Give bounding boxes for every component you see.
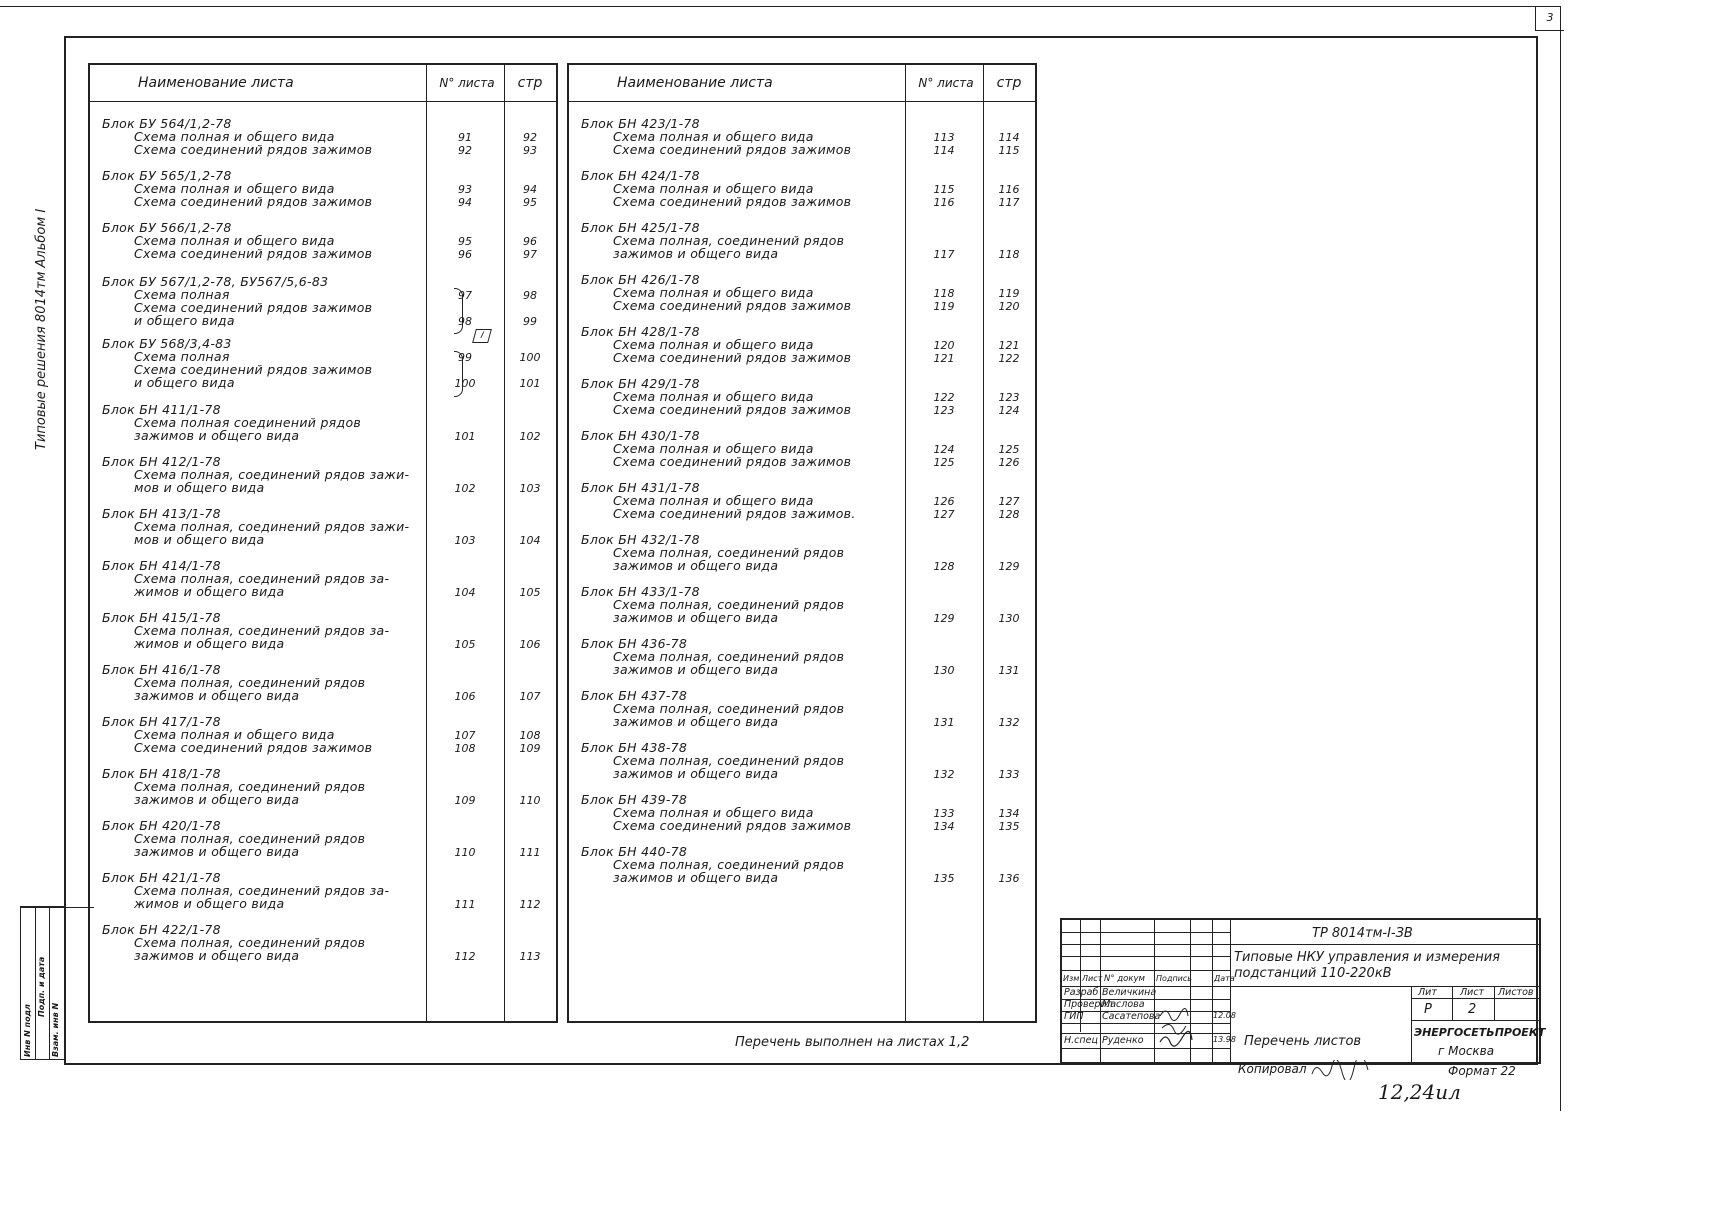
page-number: 123 xyxy=(998,391,1020,404)
sheet-number: 95 xyxy=(458,235,472,248)
page-number: 103 xyxy=(519,482,541,495)
block-title: Блок БУ 565/1,2-78 xyxy=(102,168,232,183)
sheet-number: 110 xyxy=(454,846,476,859)
drawing-name: Схема полная, соединений рядов xyxy=(134,831,366,846)
sheet-number: 132 xyxy=(933,768,955,781)
list-item xyxy=(102,871,389,910)
header-sheet-no: N° листа xyxy=(918,76,974,90)
list-item xyxy=(102,169,372,208)
sheet-number: 126 xyxy=(933,495,955,508)
page-number: 116 xyxy=(998,183,1020,196)
sheet-number: 120 xyxy=(933,339,955,352)
block-title: Блок БН 430/1-78 xyxy=(581,428,700,443)
handwritten-number: 12,24ил xyxy=(1378,1080,1461,1104)
header-page: стр xyxy=(996,75,1022,91)
drawing-name: Схема полная и общего вида xyxy=(613,805,814,820)
drawing-name: зажимов и общего вида xyxy=(613,558,779,573)
drawing-name: и общего вида xyxy=(134,313,235,328)
sheet-number: 121 xyxy=(933,352,955,365)
page-number: 109 xyxy=(519,742,541,755)
block-title: Блок БН 432/1-78 xyxy=(581,532,700,547)
role-2: ГИП xyxy=(1064,1011,1084,1022)
role-3-name: Руденко xyxy=(1102,1035,1144,1046)
brace-99-100 xyxy=(454,351,463,397)
sheet-number: 117 xyxy=(933,248,955,261)
page-number: 132 xyxy=(998,716,1020,729)
sheet-number: 118 xyxy=(933,287,955,300)
project-line2: подстанций 110-220кВ xyxy=(1234,966,1392,981)
sheet-number: 97 xyxy=(458,289,472,302)
list-item xyxy=(581,377,851,416)
list-item xyxy=(102,507,409,546)
list-item xyxy=(581,845,844,884)
drawing-name: Схема полная, соединений рядов xyxy=(134,935,366,950)
role-3: Н.спец xyxy=(1064,1035,1098,1046)
drawing-name: Схема полная и общего вида xyxy=(134,181,335,196)
block-title: Блок БУ 564/1,2-78 xyxy=(102,116,232,131)
sheet-number: 99 xyxy=(458,351,472,364)
signature-marks xyxy=(1156,998,1212,1048)
drawing-name: Схема соединений рядов зажимов xyxy=(134,194,373,209)
page-number: 114 xyxy=(998,131,1020,144)
list-item xyxy=(102,221,372,260)
page-number: 106 xyxy=(519,638,541,651)
list-item xyxy=(102,767,365,806)
page-number: 129 xyxy=(998,560,1020,573)
list-item xyxy=(581,793,851,832)
header-sheet-no: N° листа xyxy=(439,76,495,90)
col-izm: Изм xyxy=(1063,974,1080,983)
block-title: Блок БН 424/1-78 xyxy=(581,168,700,183)
drawing-name: зажимов и общего вида xyxy=(613,766,779,781)
page-number: 98 xyxy=(523,289,537,302)
drawing-name: жимов и общего вида xyxy=(134,584,285,599)
drawing-name: Схема соединений рядов зажимов xyxy=(134,300,373,315)
page-number: 94 xyxy=(523,183,537,196)
drawing-name: зажимов и общего вида xyxy=(613,870,779,885)
spine-title xyxy=(34,150,52,450)
sheet-number: 135 xyxy=(933,872,955,885)
title-block xyxy=(1060,918,1546,1064)
sheet-number: 125 xyxy=(933,456,955,469)
sheet-number: 111 xyxy=(454,898,476,911)
block-title: Блок БН 423/1-78 xyxy=(581,116,700,131)
block-title: Блок БН 440-78 xyxy=(581,844,688,859)
page-number: 96 xyxy=(523,235,537,248)
doc-title: Перечень листов xyxy=(1244,1034,1362,1049)
drawing-name: Схема полная, соединений рядов xyxy=(134,779,366,794)
drawing-name: зажимов и общего вида xyxy=(134,792,300,807)
block-title: Блок БУ 568/3,4-83 xyxy=(102,336,232,351)
sheet-number: 119 xyxy=(933,300,955,313)
sheet-number: 124 xyxy=(933,443,955,456)
page-number: 121 xyxy=(998,339,1020,352)
page-number: 125 xyxy=(998,443,1020,456)
footer-note: Перечень выполнен на листах 1,2 xyxy=(735,1035,970,1050)
page-number: 113 xyxy=(519,950,541,963)
list-item xyxy=(102,117,372,156)
sheet-number: 112 xyxy=(454,950,476,963)
drawing-name: зажимов и общего вида xyxy=(134,844,300,859)
drawing-name: Схема полная, соединений рядов за- xyxy=(134,883,390,898)
drawing-name: зажимов и общего вида xyxy=(134,948,300,963)
sheet-number: 115 xyxy=(933,183,955,196)
list-item xyxy=(102,819,365,858)
drawing-name: Схема соединений рядов зажимов xyxy=(613,142,852,157)
list-item xyxy=(102,455,409,494)
drawing-name: Схема полная и общего вида xyxy=(613,389,814,404)
drawing-name: зажимов и общего вида xyxy=(134,428,300,443)
role-0-name: Величкина xyxy=(1102,987,1157,998)
block-title: Блок БН 433/1-78 xyxy=(581,584,700,599)
sheets-label: Листов xyxy=(1498,987,1534,998)
drawing-name: Схема соединений рядов зажимов xyxy=(613,350,852,365)
col-date: Дата xyxy=(1214,974,1235,983)
drawing-name: Схема соединений рядов зажимов xyxy=(134,362,373,377)
page-number: 117 xyxy=(998,196,1020,209)
page-number: 92 xyxy=(523,131,537,144)
list-item xyxy=(581,481,856,520)
sheet-number: 103 xyxy=(454,534,476,547)
list-item xyxy=(581,741,844,780)
sheet-number: 105 xyxy=(454,638,476,651)
drawing-name: Схема полная, соединений рядов xyxy=(613,597,845,612)
stamp-label-sign: Подп. и дата xyxy=(37,956,46,1017)
list-item xyxy=(581,325,851,364)
block-title: Блок БН 437-78 xyxy=(581,688,688,703)
list-item xyxy=(581,637,844,676)
block-title: Блок БУ 567/1,2-78, БУ567/5,6-83 xyxy=(102,274,329,289)
block-title: Блок БН 413/1-78 xyxy=(102,506,221,521)
page-number: 95 xyxy=(523,196,537,209)
drawing-name: Схема полная, соединений рядов зажи- xyxy=(134,467,410,482)
block-title: Блок БН 429/1-78 xyxy=(581,376,700,391)
sheet-number: 114 xyxy=(933,144,955,157)
org-name: ЭНЕРГОСЕТЬПРОЕКТ xyxy=(1414,1026,1546,1039)
drawing-name: Схема полная, соединений рядов xyxy=(613,545,845,560)
block-title: Блок БН 436-78 xyxy=(581,636,688,651)
list-item xyxy=(102,559,389,598)
sheet-number: 133 xyxy=(933,807,955,820)
drawing-name: жимов и общего вида xyxy=(134,896,285,911)
drawing-name: Схема полная, соединений рядов за- xyxy=(134,623,390,638)
copied-label: Копировал xyxy=(1238,1062,1307,1076)
drawing-name: Схема полная и общего вида xyxy=(613,493,814,508)
block-title: Блок БН 426/1-78 xyxy=(581,272,700,287)
role-1-name: Маслова xyxy=(1102,999,1145,1010)
header-name: Наименование листа xyxy=(138,75,294,91)
sheet-number: 116 xyxy=(933,196,955,209)
col-list: Лист xyxy=(1082,974,1103,983)
drawing-name: Схема полная и общего вида xyxy=(613,441,814,456)
doc-code: ТР 8014тм-I-ЗВ xyxy=(1312,926,1413,941)
block-title: Блок БН 417/1-78 xyxy=(102,714,221,729)
role-2-date: 12.08 xyxy=(1213,1011,1236,1020)
page-number: 111 xyxy=(519,846,541,859)
drawing-name: Схема соединений рядов зажимов xyxy=(134,246,373,261)
role-1: Проверил xyxy=(1064,999,1113,1010)
drawing-name: Схема полная и общего вида xyxy=(613,129,814,144)
page-number: 134 xyxy=(998,807,1020,820)
drawing-name: жимов и общего вида xyxy=(134,636,285,651)
drawing-name: Схема соединений рядов зажимов xyxy=(613,818,852,833)
drawing-name: зажимов и общего вида xyxy=(613,246,779,261)
sheet-number: 131 xyxy=(933,716,955,729)
drawing-name: Схема полная, соединений рядов зажи- xyxy=(134,519,410,534)
page-number: 135 xyxy=(998,820,1020,833)
drawing-name: Схема полная, соединений рядов xyxy=(613,649,845,664)
page-number: 127 xyxy=(998,495,1020,508)
copied-signature xyxy=(1308,1060,1378,1080)
list-item xyxy=(581,117,851,156)
sheet-value: 2 xyxy=(1468,1002,1477,1017)
page-number: 136 xyxy=(998,872,1020,885)
drawing-name: и общего вида xyxy=(134,375,235,390)
header-name: Наименование листа xyxy=(617,75,773,91)
sheet-number: 109 xyxy=(454,794,476,807)
page-number: 99 xyxy=(523,315,537,328)
drawing-name: Схема полная, соединений рядов xyxy=(613,857,845,872)
sheet-number: 96 xyxy=(458,248,472,261)
list-item xyxy=(102,715,372,754)
page-number: 126 xyxy=(998,456,1020,469)
stage-value: Р xyxy=(1424,1002,1432,1017)
block-title: Блок БН 425/1-78 xyxy=(581,220,700,235)
sheet-number: 122 xyxy=(933,391,955,404)
project-line1: Типовые НКУ управления и измерения xyxy=(1234,950,1501,965)
sheet-number: 104 xyxy=(454,586,476,599)
drawing-name: Схема соединений рядов зажимов xyxy=(613,402,852,417)
drawing-name: зажимов и общего вида xyxy=(134,688,300,703)
sheet-number: 100 xyxy=(454,377,476,390)
list-item xyxy=(581,689,844,728)
page-number: 122 xyxy=(998,352,1020,365)
sheet-number: 113 xyxy=(933,131,955,144)
role-0: Разраб xyxy=(1064,987,1099,998)
drawing-name: Схема полная, соединений рядов xyxy=(134,675,366,690)
drawing-name: Схема соединений рядов зажимов xyxy=(613,454,852,469)
drawing-name: мов и общего вида xyxy=(134,532,265,547)
list-item xyxy=(581,533,844,572)
list-item xyxy=(102,611,389,650)
sheet-number: 127 xyxy=(933,508,955,521)
org-city: г Москва xyxy=(1438,1044,1495,1058)
page-number: 97 xyxy=(523,248,537,261)
drawing-name: Схема полная и общего вида xyxy=(613,285,814,300)
sheet-number: 130 xyxy=(933,664,955,677)
sheet-number: 123 xyxy=(933,404,955,417)
list-item xyxy=(102,923,365,962)
drawing-name: Схема соединений рядов зажимов xyxy=(613,298,852,313)
drawing-name: Схема соединений рядов зажимов xyxy=(134,142,373,157)
block-title: Блок БН 414/1-78 xyxy=(102,558,221,573)
col-doc: N° докум xyxy=(1104,974,1145,984)
page-number: 107 xyxy=(519,690,541,703)
page-number: 131 xyxy=(998,664,1020,677)
sheet-number: 102 xyxy=(454,482,476,495)
block-title: Блок БУ 566/1,2-78 xyxy=(102,220,232,235)
format-label: Формат 22 xyxy=(1448,1064,1516,1078)
drawing-name: Схема полная, соединений рядов xyxy=(613,701,845,716)
block-title: Блок БН 438-78 xyxy=(581,740,688,755)
sheet-number: 94 xyxy=(458,196,472,209)
page-number: 133 xyxy=(998,768,1020,781)
drawing-name: Схема полная, соединений рядов за- xyxy=(134,571,390,586)
block-title: Блок БН 415/1-78 xyxy=(102,610,221,625)
approval-stamp xyxy=(20,906,66,1060)
page-number: 104 xyxy=(519,534,541,547)
page-number: 102 xyxy=(519,430,541,443)
drawing-name: Схема полная, соединений рядов xyxy=(613,233,845,248)
page-number: 120 xyxy=(998,300,1020,313)
sheet-number: 108 xyxy=(454,742,476,755)
page-number: 128 xyxy=(998,508,1020,521)
sheet-corner-number: 3 xyxy=(1535,6,1564,31)
drawing-name: Схема полная и общего вида xyxy=(613,181,814,196)
sheet-number: 91 xyxy=(458,131,472,144)
stamp-label-inv: Инв N подл xyxy=(23,1004,32,1057)
block-title: Блок БН 418/1-78 xyxy=(102,766,221,781)
page-number: 130 xyxy=(998,612,1020,625)
block-title: Блок БН 421/1-78 xyxy=(102,870,221,885)
drawing-name: зажимов и общего вида xyxy=(613,714,779,729)
drawing-name: Схема полная xyxy=(134,349,230,364)
page-number: 108 xyxy=(519,729,541,742)
block-title: Блок БН 411/1-78 xyxy=(102,402,221,417)
list-item xyxy=(581,585,844,624)
sheet-number: 98 xyxy=(458,315,472,328)
sheet-number: 93 xyxy=(458,183,472,196)
sheet-number: 129 xyxy=(933,612,955,625)
block-title: Блок БН 439-78 xyxy=(581,792,688,807)
page-number: 101 xyxy=(519,377,541,390)
sheet-label: Лист xyxy=(1460,987,1485,998)
drawing-name: Схема полная и общего вида xyxy=(613,337,814,352)
block-title: Блок БН 420/1-78 xyxy=(102,818,221,833)
page-number: 119 xyxy=(998,287,1020,300)
page-number: 110 xyxy=(519,794,541,807)
drawing-name: Схема полная и общего вида xyxy=(134,129,335,144)
role-2-name: Сасатепова xyxy=(1102,1011,1161,1022)
page-number: 105 xyxy=(519,586,541,599)
block-title: Блок БН 422/1-78 xyxy=(102,922,221,937)
block-title: Блок БН 416/1-78 xyxy=(102,662,221,677)
drawing-name: Схема соединений рядов зажимов xyxy=(134,740,373,755)
brace-97-98 xyxy=(454,288,463,334)
list-item xyxy=(581,221,844,260)
page-number: 112 xyxy=(519,898,541,911)
block-title: Блок БН 428/1-78 xyxy=(581,324,700,339)
sheet-list-table-left xyxy=(88,63,558,1023)
drawing-name: зажимов и общего вида xyxy=(613,662,779,677)
page-number: 124 xyxy=(998,404,1020,417)
sheet-list-table-right xyxy=(567,63,1037,1023)
sheet-number: 101 xyxy=(454,430,476,443)
role-3-date: 13.98 xyxy=(1213,1035,1236,1044)
block-title: Блок БН 431/1-78 xyxy=(581,480,700,495)
list-item xyxy=(102,403,361,442)
list-item xyxy=(102,663,365,702)
sheet-number: 106 xyxy=(454,690,476,703)
drawing-name: мов и общего вида xyxy=(134,480,265,495)
drawing-name: Схема полная xyxy=(134,287,230,302)
list-item xyxy=(102,337,372,389)
drawing-name: Схема полная, соединений рядов xyxy=(613,753,845,768)
page-number: 93 xyxy=(523,144,537,157)
block-title: Блок БН 412/1-78 xyxy=(102,454,221,469)
drawing-name: Схема полная соединений рядов xyxy=(134,415,362,430)
sheet-number: 107 xyxy=(454,729,476,742)
list-item xyxy=(581,429,851,468)
page-number: 115 xyxy=(998,144,1020,157)
stage-label: Лит xyxy=(1418,987,1437,998)
list-item xyxy=(581,169,851,208)
list-item xyxy=(581,273,851,312)
sheet-number: 134 xyxy=(933,820,955,833)
col-sign: Подпись xyxy=(1156,974,1192,983)
list-item xyxy=(102,275,372,327)
drawing-name: Схема полная и общего вида xyxy=(134,233,335,248)
drawing-name: Схема соединений рядов зажимов xyxy=(613,194,852,209)
drawing-name: Схема соединений рядов зажимов. xyxy=(613,506,856,521)
page-number: 100 xyxy=(519,351,541,364)
stamp-label-replace: Взам. инв N xyxy=(51,1002,60,1057)
change-note-mark: I xyxy=(472,329,492,343)
spine-text: Типовые решения 8014тм Альбом I xyxy=(34,208,49,450)
sheet-number: 128 xyxy=(933,560,955,573)
drawing-name: Схема полная и общего вида xyxy=(134,727,335,742)
drawing-name: зажимов и общего вида xyxy=(613,610,779,625)
header-page: стр xyxy=(517,75,543,91)
page-number: 118 xyxy=(998,248,1020,261)
sheet-number: 92 xyxy=(458,144,472,157)
